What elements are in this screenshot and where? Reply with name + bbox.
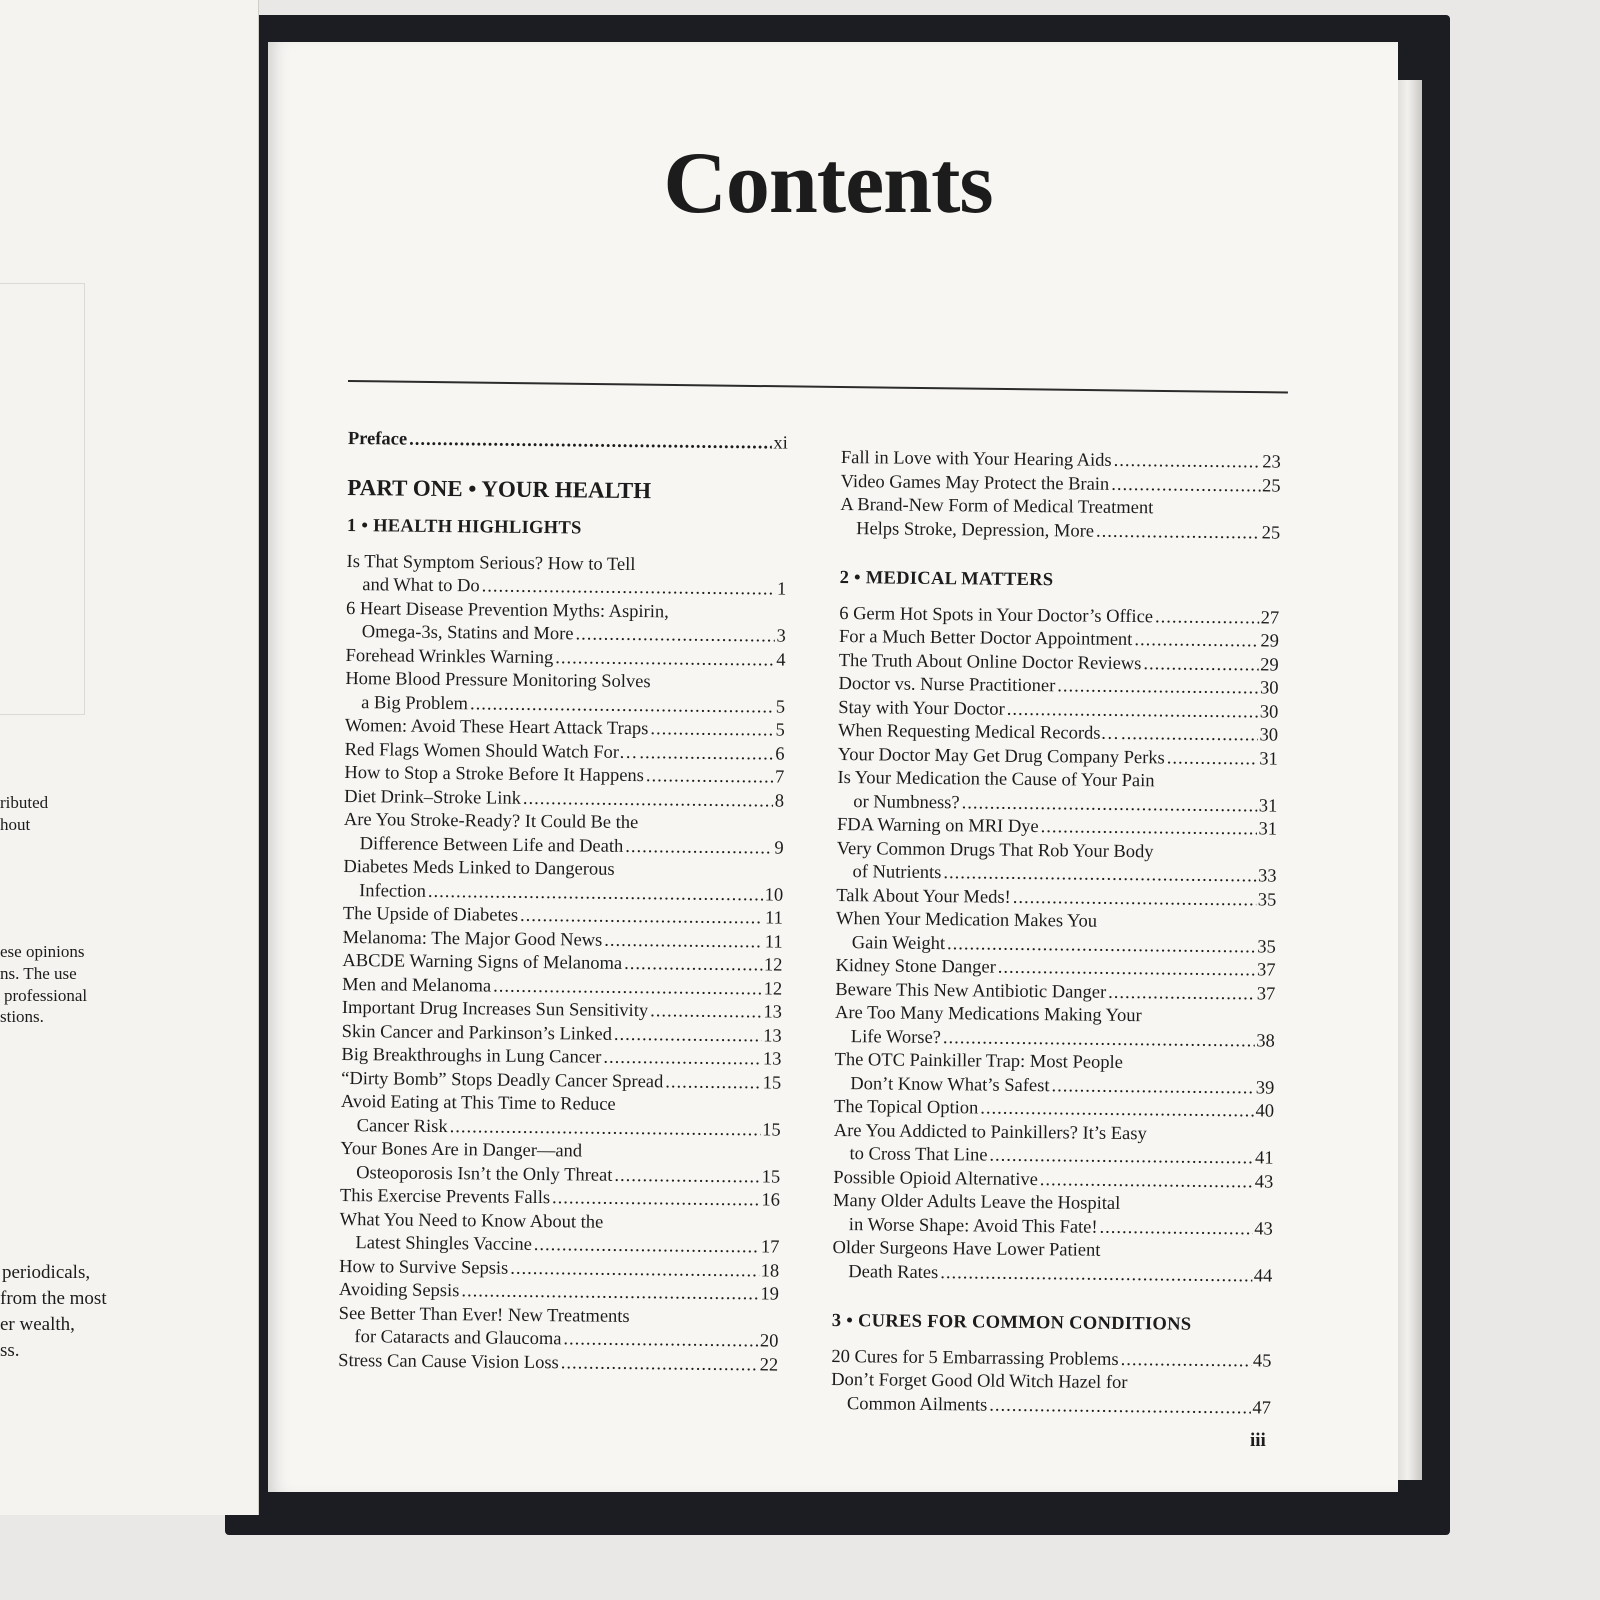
toc-entry-title: When Your Medication Makes You [835,908,1098,932]
toc-entry-title: Diet Drink–Stroke Link [344,786,522,809]
toc-page-number: 3 [776,626,786,647]
toc-entry-title: Men and Melanoma [342,974,492,997]
toc-leader [561,1352,758,1378]
toc-page-number: 31 [1259,748,1278,770]
toc-page-number: 41 [1254,1148,1274,1169]
toc-leader [1114,450,1261,475]
toc-page-number: 15 [762,1072,782,1094]
toc-leader [409,429,772,456]
toc-entry [346,550,786,602]
toc-leader [1041,816,1257,842]
toc-page-number: xi [773,433,788,454]
toc-entry-title: Skin Cancer and Parkinson’s Linked [341,1021,613,1045]
toc-entry-title: Avoiding Sepsis [338,1279,460,1302]
toc-leader [520,905,763,931]
toc-page-number: 4 [776,649,786,671]
toc-entry-title: Are You Addicted to Painkillers? It’s Easy [833,1120,1147,1144]
toc-entry-title: 20 Cures for 5 Embarrassing Problems [831,1346,1119,1370]
toc-page-number: 40 [1255,1101,1275,1122]
page-edges [1398,80,1422,1480]
toc-entry-title: Beware This New Antibiotic Danger [835,979,1107,1003]
toc-leader [624,953,762,978]
page-title: Contents [663,135,993,232]
toc-entry-title: Older Surgeons Have Lower Patient [832,1237,1101,1261]
toc-page-number: 35 [1257,936,1276,958]
toc-page-number: 15 [761,1166,781,1188]
toc-leader [947,933,1255,960]
toc-leader [650,718,773,743]
toc-leader [665,1071,761,1095]
left-page-text: periodicals, [2,1262,91,1283]
toc-entry-list [840,447,1281,546]
toc-page-number: 9 [774,837,784,859]
toc-entry-title: Your Bones Are in Danger—and [340,1138,583,1162]
toc-entry-list [832,602,1279,1288]
toc-page-number: 5 [775,720,785,741]
toc-page-number: 13 [762,1049,782,1070]
toc-page-number: 11 [764,908,783,929]
toc-page-number: 37 [1256,960,1276,981]
toc-leader [625,835,772,860]
toc-entry-title: Melanoma: The Major Good News [342,927,603,951]
toc-leader [555,647,774,673]
toc-entry-title: Fall in Love with Your Hearing Aids [840,447,1112,471]
toc-page-number: 25 [1262,475,1281,497]
toc-page-number: 12 [763,955,783,976]
toc-leader [1007,698,1258,724]
toc-leader [614,1023,761,1048]
toc-entry-line [832,1260,1272,1288]
toc-entry-title: for Cataracts and Glaucoma [354,1327,562,1350]
toc-entry-title: FDA Warning on MRI Dye [836,814,1039,838]
toc-leader [989,1145,1253,1171]
left-page [0,0,259,1515]
toc-entry-title: Is Your Medication the Cause of Your Pain [837,767,1155,792]
toc-page-number: 33 [1257,866,1277,887]
toc-entry-title: See Better Than Ever! New Treatments [338,1303,630,1327]
toc-leader [552,1187,760,1213]
toc-page-number: 30 [1259,701,1279,723]
toc-entry [340,1138,780,1190]
toc-leader [980,1097,1253,1123]
toc-entry-title: Infection [359,880,427,902]
toc-entry-title: Latest Shingles Vaccine [355,1233,532,1255]
toc-page-number: 43 [1254,1171,1274,1193]
toc-leader [614,1164,760,1189]
toc-page-number: 13 [763,1002,783,1023]
toc-entry-title: Stress Can Cause Vision Loss [338,1350,559,1373]
toc-leader [646,765,773,790]
chapter-heading: 1 • HEALTH HIGHLIGHTS [346,515,582,539]
toc-leader [1143,653,1258,678]
left-page-text: stions. [0,1007,44,1026]
toc-page-number: 30 [1259,725,1279,746]
toc-entry-title: Video Games May Protect the Brain [840,471,1110,495]
toc-entry-title: Omega-3s, Statins and More [361,622,574,645]
toc-entry-title: Common Ailments [846,1393,988,1416]
toc-page-number: 22 [759,1354,779,1376]
part-heading: PART ONE • YOUR HEALTH [347,474,652,503]
toc-entry-title: Life Worse? [850,1026,942,1048]
toc-leader [1108,981,1255,1006]
toc-entry-title: When Requesting Medical Records… [837,720,1120,744]
toc-leader [989,1394,1250,1420]
toc-leader [1167,747,1258,771]
toc-leader [1099,1216,1252,1241]
toc-leader [940,1262,1252,1289]
toc-leader [493,975,762,1001]
toc-entry-title: Many Older Adults Leave the Hospital [832,1190,1121,1214]
toc-entry [835,1002,1275,1054]
toc-entry-title: Big Breakthroughs in Lung Cancer [341,1044,602,1068]
toc-entry-title: and What to Do [362,575,480,597]
toc-leader [1057,675,1258,701]
toc-page-number: 29 [1260,654,1279,676]
toc-entry-title: Women: Avoid These Heart Attack Traps [344,715,649,740]
toc-leader [1111,473,1260,498]
toc-entry [833,1190,1273,1242]
left-page-text: ributed [0,793,49,812]
left-page-text: er wealth, [0,1314,75,1335]
toc-entry-title: ABCDE Warning Signs of Melanoma [342,950,623,974]
toc-page-number: 35 [1257,889,1277,911]
toc-entry-title: Preface [347,428,408,450]
toc-entry-title: Possible Opioid Alternative [833,1167,1038,1190]
left-page-text: ss. [0,1340,20,1361]
left-page-text: from the most [0,1288,107,1309]
toc-entry-title: 6 Germ Hot Spots in Your Doctor’s Office [839,603,1154,627]
toc-leader [1121,1348,1252,1373]
page-number: iii [1250,1430,1266,1451]
toc-page-number: 10 [764,884,784,906]
toc-entry-title: Talk About Your Meds! [836,885,1011,908]
toc-page-number: 12 [763,978,783,1000]
toc-entry [338,1302,778,1354]
toc-leader [534,1234,759,1260]
toc-entry-title: Helps Stroke, Depression, More [856,518,1095,542]
toc-entry-title: Are You Stroke-Ready? It Could Be the [343,809,639,834]
toc-page-number: 29 [1260,631,1280,652]
toc-leader [523,787,773,813]
toc-leader [943,1027,1255,1054]
toc-entry-title: What You Need to Know About the [339,1209,604,1233]
toc-entry [346,597,786,649]
toc-page-number: 5 [775,696,786,718]
toc-entry [832,1237,1272,1289]
toc-entry-title: “Dirty Bomb” Stops Deadly Cancer Spread [341,1068,664,1092]
toc-leader [650,1000,762,1025]
toc-leader [1051,1075,1254,1101]
toc-page-number: 47 [1252,1397,1272,1419]
toc-entry-title: to Cross That Line [849,1144,988,1166]
toc-entry-title: in Worse Shape: Avoid This Fate! [848,1214,1098,1238]
toc-page-number: 31 [1258,819,1278,840]
toc-page-number: 13 [763,1025,782,1047]
toc-entry [840,494,1280,546]
toc-entry [833,1119,1273,1171]
toc-entry-title: Kidney Stone Danger [835,955,996,978]
left-page-frame [0,283,85,715]
toc-page-number: 43 [1254,1218,1273,1240]
toc-entry-title: The Topical Option [833,1096,979,1119]
toc-leader [604,929,763,954]
toc-entry-title: How to Survive Sepsis [339,1256,509,1279]
toc-entry-title: Doctor vs. Nurse Practitioner [838,673,1056,697]
toc-entry [343,856,783,908]
toc-entry-list [338,550,787,1377]
toc-leader [470,693,774,720]
toc-leader [1134,629,1258,654]
left-page-text: ese opinions [0,942,85,961]
toc-entry-title: Stay with Your Doctor [838,697,1005,720]
toc-leader [1121,723,1258,748]
toc-leader [1155,606,1259,631]
toc-page-number: 44 [1253,1265,1273,1287]
toc-leader [575,623,774,649]
toc-entry-title: or Numbness? [853,791,960,813]
toc-entry-title: For a Much Better Doctor Appointment [838,626,1133,651]
toc-page-number: 45 [1252,1350,1272,1372]
toc-entry [837,767,1277,819]
left-page-text: hout [0,815,31,834]
toc-entry-line [840,517,1280,545]
toc-entry-title: Gain Weight [851,932,946,954]
toc-entry-line [831,1392,1271,1420]
chapter-heading: 2 • MEDICAL MATTERS [839,567,1054,591]
toc-entry-title: Death Rates [848,1261,939,1283]
toc-entry-title: Don’t Know What’s Safest [850,1073,1050,1096]
toc-entry [834,1049,1274,1101]
toc-entry-title: Forehead Wrinkles Warning [345,645,554,668]
toc-leader [510,1257,759,1283]
toc-column-right [831,447,1281,1421]
toc-entry [341,1091,781,1143]
toc-entry-line [338,1349,778,1377]
toc-entry-title: 6 Heart Disease Prevention Myths: Aspirin, [346,598,669,622]
toc-entry-title: Is That Symptom Serious? How to Tell [346,551,636,575]
toc-page-number: 31 [1258,795,1278,817]
toc-page-number: 8 [774,790,785,812]
toc-entry-title: Are Too Many Medications Making Your [834,1002,1142,1027]
toc-entry-title: Important Drug Increases Sun Sensitivity [341,997,649,1022]
toc-leader [482,575,776,602]
toc-entry-title: Your Doctor May Get Drug Company Perks [837,744,1165,768]
toc-entry-title: How to Stop a Stroke Before It Happens [344,762,645,787]
toc-entry-title: The OTC Painkiller Trap: Most People [834,1049,1123,1073]
toc-entry [345,668,785,720]
toc-page-number: 11 [764,931,783,953]
toc-page-number: 39 [1255,1077,1275,1099]
toc-page-number: 37 [1256,983,1276,1005]
toc-entry-title: of Nutrients [852,862,942,884]
toc-entry [836,908,1276,960]
toc-entry-title: Osteoporosis Isn’t the Only Threat [356,1162,613,1186]
toc-entry-title: The Truth About Online Doctor Reviews [838,650,1142,674]
toc-leader [461,1280,758,1307]
toc-page-number: 6 [775,743,785,765]
toc-entry-title: a Big Problem [361,692,469,714]
toc-entry-title: Home Blood Pressure Monitoring Solves [345,668,651,693]
toc-entry-title: A Brand-New Form of Medical Treatment [840,494,1154,519]
toc-entry-title: Avoid Eating at This Time to Reduce [340,1091,616,1115]
toc-page-number: 19 [760,1284,780,1305]
toc-page-number: 38 [1256,1030,1275,1052]
toc-entry-title: Difference Between Life and Death [359,833,624,857]
toc-column-left [338,428,788,1378]
toc-entry-list [831,1345,1272,1420]
toc-leader [449,1116,760,1143]
toc-entry [836,837,1276,889]
toc-leader [1013,886,1256,912]
toc-page-number: 7 [775,767,785,788]
toc-entry [831,1369,1271,1421]
toc-page-number: 17 [760,1237,780,1258]
toc-leader [428,880,763,907]
toc-leader [943,862,1256,889]
toc-leader [962,792,1257,819]
chapter-heading: 3 • CURES FOR COMMON CONDITIONS [831,1310,1192,1335]
toc-entry-preface [348,428,788,456]
toc-page-number: 27 [1260,607,1280,629]
toc-leader [998,957,1255,983]
toc-leader [603,1047,761,1072]
toc-entry-title: Red Flags Women Should Watch For… [344,739,638,763]
toc-entry-title: This Exercise Prevents Falls [339,1185,551,1209]
toc-page-number: 23 [1262,452,1281,473]
toc-page-number: 1 [776,579,787,600]
toc-entry-title: Don’t Forget Good Old Witch Hazel for [831,1369,1128,1394]
toc-entry-title: Diabetes Meds Linked to Dangerous [343,856,615,880]
toc-page-number: 25 [1261,522,1281,544]
toc-leader [1096,520,1260,545]
toc-entry [344,809,784,861]
toc-page-number: 30 [1259,678,1279,699]
toc-entry-title: The Upside of Diabetes [342,903,519,926]
toc-leader [1040,1169,1253,1195]
toc-entry [339,1208,779,1260]
toc-entry-title: Cancer Risk [356,1115,448,1137]
left-page-text: professional [4,986,88,1005]
toc-leader [563,1328,758,1354]
toc-entry [338,1349,778,1377]
toc-page-number: 15 [762,1119,781,1141]
toc-page-number: 20 [759,1331,779,1352]
toc-leader [639,742,773,767]
toc-page-number: 18 [760,1260,780,1282]
toc-entry-title: Very Common Drugs That Rob Your Body [836,838,1154,862]
toc-page-number: 16 [761,1190,781,1211]
left-page-text: ns. The use [0,964,77,983]
